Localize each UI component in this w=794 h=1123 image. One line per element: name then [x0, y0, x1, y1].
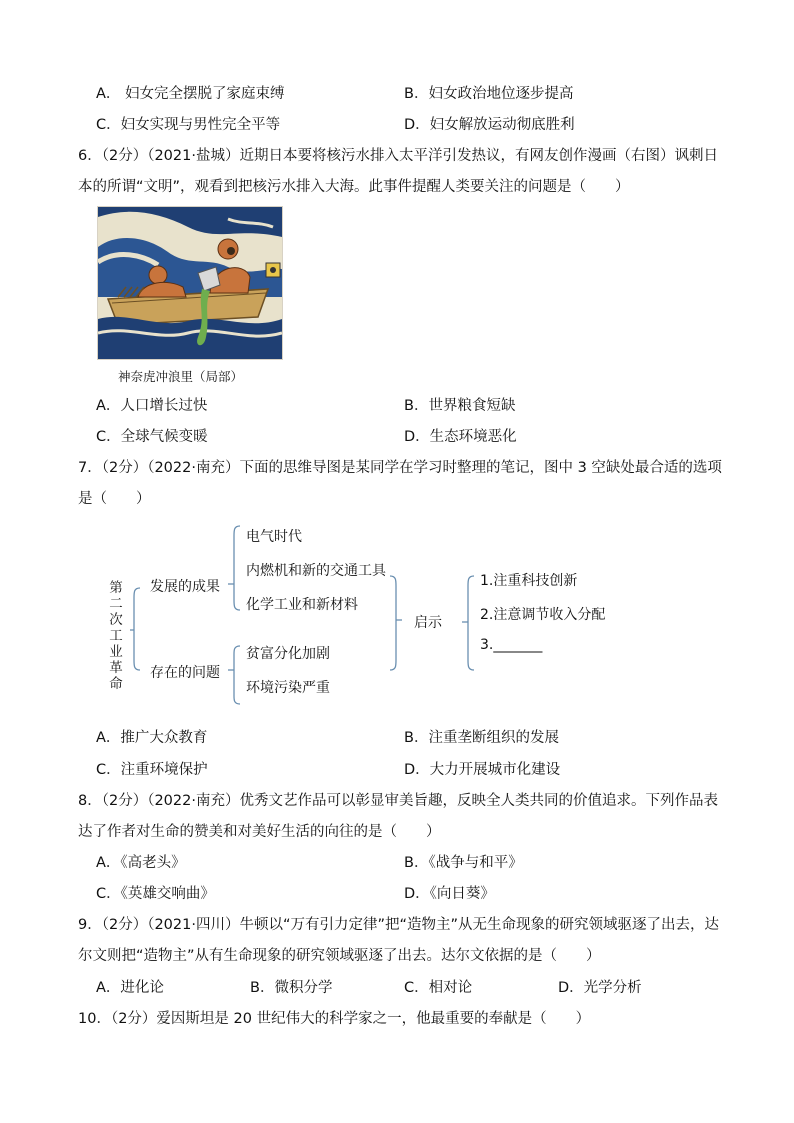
- q10-stem-line1: 10．（2分）爱因斯坦是 20 世纪伟大的科学家之一，他最重要的奉献是（ ）: [78, 1011, 591, 1027]
- q5-option-a[interactable]: A． 妇女完全摆脱了家庭束缚: [96, 86, 285, 102]
- q9-stem-line2: 尔文则把“造物主”从有生命现象的研究领域驱逐了出去。达尔文依据的是（ ）: [78, 948, 601, 964]
- mindmap-branch-problems: 存在的问题: [150, 665, 220, 681]
- q6-stem-line1: 6．（2分）（2021·盐城）近期日本要将核污水排入太平洋引发热议，有网友创作漫画（右图）讽刺日: [78, 148, 718, 164]
- q6-figure-caption: 神奈虎冲浪里（局部）: [118, 369, 244, 384]
- mindmap-achievement-3: 化学工业和新材料: [246, 597, 358, 613]
- q5-option-d[interactable]: D．妇女解放运动彻底胜利: [404, 117, 575, 133]
- q9-option-d[interactable]: D．光学分析: [558, 980, 642, 996]
- mindmap-insight-3-blank: 3._______: [480, 637, 543, 653]
- q9-stem-line1: 9．（2分）（2021·四川）牛顿以“万有引力定律”把“造物主”从无生命现象的研究领域驱逐了出去，达: [78, 917, 720, 933]
- q5-option-b[interactable]: B．妇女政治地位逐步提高: [404, 86, 574, 102]
- q6-option-d[interactable]: D．生态环境恶化: [404, 429, 517, 445]
- q6-option-a[interactable]: A．人口增长过快: [96, 398, 208, 414]
- q6-stem-line2: 本的所谓“文明”，观看到把核污水排入大海。此事件提醒人类要关注的问题是（ ）: [78, 179, 630, 195]
- q9-option-c[interactable]: C．相对论: [404, 980, 473, 996]
- q8-option-d[interactable]: D．《向日葵》: [404, 886, 495, 902]
- q8-option-a[interactable]: A．《高老头》: [96, 855, 186, 871]
- q6-option-c[interactable]: C．全球气候变暖: [96, 429, 208, 445]
- mindmap-inspiration: 启示: [414, 615, 442, 631]
- q5-option-c[interactable]: C．妇女实现与男性完全平等: [96, 117, 281, 133]
- mindmap-problem-1: 贫富分化加剧: [246, 646, 330, 662]
- q7-stem-line2: 是（ ）: [78, 491, 151, 507]
- q8-option-b[interactable]: B．《战争与和平》: [404, 855, 523, 871]
- mindmap-branch-achievements: 发展的成果: [150, 579, 220, 595]
- q9-option-b[interactable]: B．微积分学: [250, 980, 333, 996]
- q7-option-a[interactable]: A．推广大众教育: [96, 730, 208, 746]
- q7-option-c[interactable]: C．注重环境保护: [96, 762, 208, 778]
- q9-option-a[interactable]: A．进化论: [96, 980, 164, 996]
- q8-stem-line1: 8．（2分）（2022·南充）优秀文艺作品可以彰显审美旨趣，反映全人类共同的价值追求。下列作品表: [78, 793, 718, 809]
- q8-stem-line2: 达了作者对生命的赞美和对美好生活的向往的是（ ）: [78, 824, 441, 840]
- mindmap-problem-2: 环境污染严重: [246, 680, 330, 696]
- mindmap-insight-1: 1.注重科技创新: [480, 573, 578, 589]
- q6-cartoon-image: [97, 206, 283, 360]
- q6-option-b[interactable]: B．世界粮食短缺: [404, 398, 516, 414]
- q7-option-d[interactable]: D．大力开展城市化建设: [404, 762, 561, 778]
- mindmap-root: 第二次工业革命: [109, 580, 123, 692]
- mindmap-insight-2: 2.注意调节收入分配: [480, 607, 606, 623]
- q7-stem-line1: 7．（2分）（2022·南充）下面的思维导图是某同学在学习时整理的笔记，图中 3 空缺处最合适的选项: [78, 460, 722, 476]
- mindmap-achievement-1: 电气时代: [246, 529, 302, 545]
- mindmap-achievement-2: 内燃机和新的交通工具: [246, 563, 386, 579]
- q7-option-b[interactable]: B．注重垄断组织的发展: [404, 730, 559, 746]
- q8-option-c[interactable]: C．《英雄交响曲》: [96, 886, 215, 902]
